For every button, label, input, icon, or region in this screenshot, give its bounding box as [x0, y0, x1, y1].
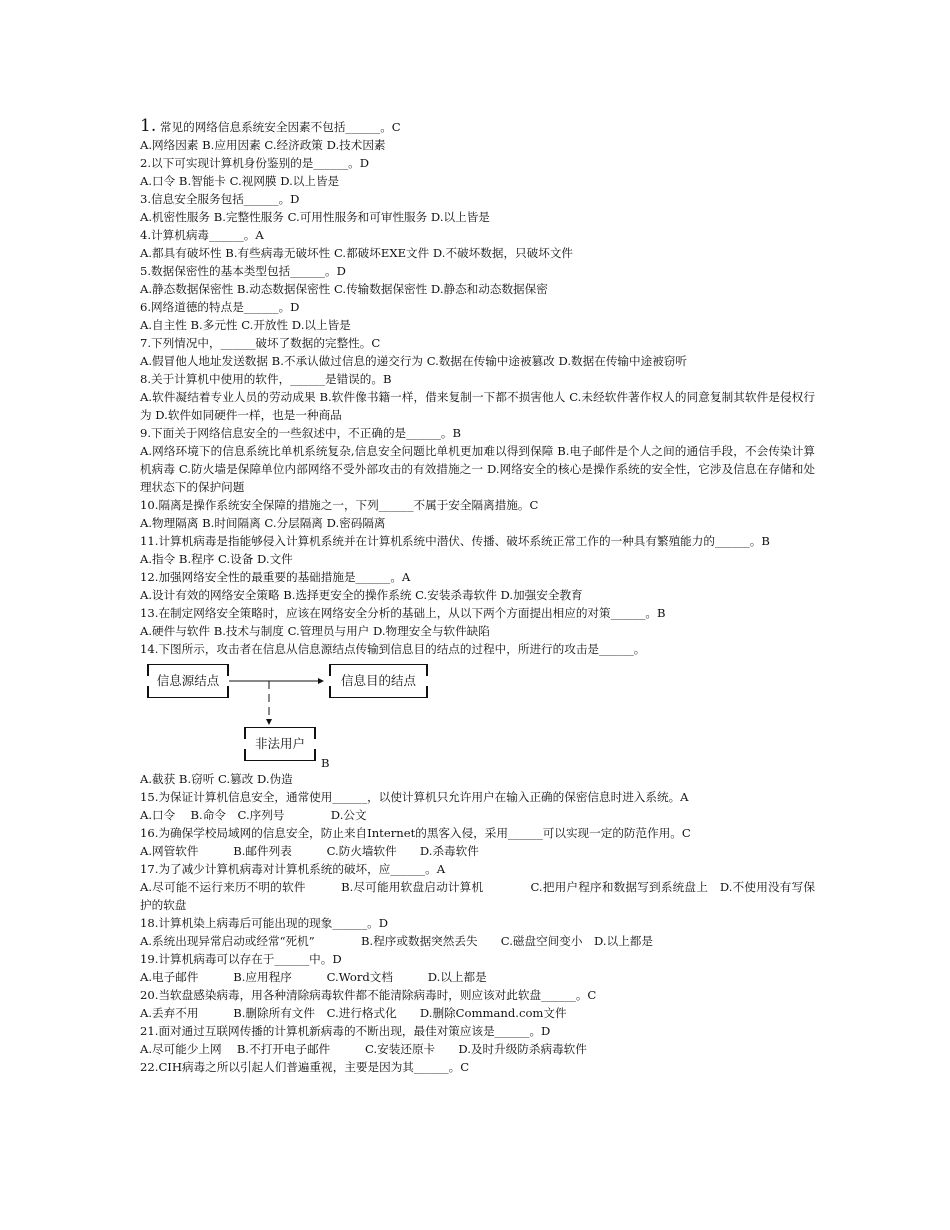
question-1: 1. 常见的网络信息系统安全因素不包括______。C — [140, 116, 401, 136]
options-1: A.网络因素 B.应用因素 C.经济政策 D.技术因素 — [140, 138, 386, 152]
options-10: A.物理隔离 B.时间隔离 C.分层隔离 D.密码隔离 — [140, 516, 386, 530]
dest-node-label: 信息目的结点 — [340, 673, 416, 688]
question-19: 19.计算机病毒可以存在于______中。D — [140, 952, 342, 966]
options-19: A.电子邮件 B.应用程序 C.Word文档 D.以上都是 — [140, 970, 487, 984]
options-7: A.假冒他人地址发送数据 B.不承认做过信息的递交行为 C.数据在传输中途被篡改 D.数据在传输中途被窃听 — [140, 354, 687, 368]
question-14: 14.下图所示，攻击者在信息从信息源结点传输到信息目的结点的过程中，所进行的攻击是______。 — [140, 642, 646, 656]
options-14: A.截获 B.窃听 C.篡改 D.伪造 — [140, 772, 293, 786]
options-13: A.硬件与软件 B.技术与制度 C.管理员与用户 D.物理安全与软件缺陷 — [140, 624, 490, 638]
illegal-user-label: 非法用户 — [254, 736, 305, 751]
options-18: A.系统出现异常启动或经常“死机” B.程序或数据突然丢失 C.磁盘空间变小 D.以上都是 — [140, 934, 653, 948]
options-2: A.口令 B.智能卡 C.视网膜 D.以上皆是 — [140, 174, 340, 188]
document-body — [140, 117, 815, 1076]
question-8: 8.关于计算机中使用的软件，______是错误的。B — [140, 372, 392, 386]
question-22: 22.CIH病毒之所以引起人们普遍重视，主要是因为其______。C — [140, 1060, 470, 1074]
options-21: A.尽可能少上网 B.不打开电子邮件 C.安装还原卡 D.及时升级防杀病毒软件 — [140, 1042, 587, 1056]
question-21: 21.面对通过互联网传播的计算机新病毒的不断出现，最佳对策应该是______。D — [140, 1024, 551, 1038]
options-8: A.软件凝结着专业人员的劳动成果 B.软件像书籍一样，借来复制一下都不损害他人 C.未经软件著作权人的同意复制其软件是侵权行为 D.软件如同硬件一样，也是一种商品 — [140, 390, 815, 422]
question-7: 7.下列情况中，______破坏了数据的完整性。C — [140, 336, 381, 350]
options-11: A.指令 B.程序 C.设备 D.文件 — [140, 552, 293, 566]
question-20: 20.当软盘感染病毒，用各种清除病毒软件都不能清除病毒时，则应该对此软盘______。C — [140, 988, 597, 1002]
illegal-user-box — [244, 727, 316, 761]
question-4: 4.计算机病毒______。A — [140, 228, 264, 242]
options-3: A.机密性服务 B.完整性服务 C.可用性服务和可审性服务 D.以上皆是 — [140, 210, 490, 224]
diagram-arrows — [140, 658, 815, 770]
question-2: 2.以下可实现计算机身份鉴别的是______。D — [140, 156, 370, 170]
options-5: A.静态数据保密性 B.动态数据保密性 C.传输数据保密性 D.静态和动态数据保密 — [140, 282, 548, 296]
options-17: A.尽可能不运行来历不明的软件 B.尽可能用软盘启动计算机 C.把用户程序和数据写到系统盘上 D.不使用没有写保护的软盘 — [140, 880, 815, 912]
options-6: A.自主性 B.多元性 C.开放性 D.以上皆是 — [140, 318, 351, 332]
options-15: A.口令 B.命令 C.序列号 D.公文 — [140, 808, 367, 822]
question-10: 10.隔离是操作系统安全保障的措施之一，下列______不属于安全隔离措施。C — [140, 498, 539, 512]
question-17: 17.为了减少计算机病毒对计算机系统的破坏，应______。A — [140, 862, 446, 876]
question-13: 13.在制定网络安全策略时，应该在网络安全分析的基础上，从以下两个方面提出相应的对策______。B — [140, 606, 666, 620]
attack-diagram — [140, 658, 815, 770]
options-12: A.设计有效的网络安全策略 B.选择更安全的操作系统 C.安装杀毒软件 D.加强安全教育 — [140, 588, 583, 602]
options-16: A.网管软件 B.邮件列表 C.防火墙软件 D.杀毒软件 — [140, 844, 479, 858]
question-9: 9.下面关于网络信息安全的一些叙述中，不正确的是______。B — [140, 426, 462, 440]
source-node-box — [147, 664, 229, 698]
options-20: A.丢弃不用 B.删除所有文件 C.进行格式化 D.删除Command.com文件 — [140, 1006, 567, 1020]
question-14-answer: B — [321, 756, 330, 770]
question-3: 3.信息安全服务包括______。D — [140, 192, 300, 206]
question-1-number: 1. — [140, 116, 157, 136]
question-5: 5.数据保密性的基本类型包括______。D — [140, 264, 346, 278]
question-12: 12.加强网络安全性的最重要的基础措施是______。A — [140, 570, 411, 584]
question-18: 18.计算机染上病毒后可能出现的现象______。D — [140, 916, 389, 930]
question-6: 6.网络道德的特点是______。D — [140, 300, 300, 314]
options-4: A.都具有破坏性 B.有些病毒无破坏性 C.都破坏EXE文件 D.不破坏数据，只破坏文件 — [140, 246, 574, 260]
options-9: A.网络环境下的信息系统比单机系统复杂,信息安全问题比单机更加难以得到保障 B.电子邮件是个人之间的通信手段，不会传染计算机病毒 C.防火墙是保障单位内部网络不受外部攻击的有效措施之一 D.网络安全的核心是操作系统的安全性，它涉及信息在存储和处理状态下的保护问题 — [140, 444, 815, 494]
source-node-label: 信息源结点 — [156, 673, 220, 688]
question-15: 15.为保证计算机信息安全，通常使用______，以使计算机只允许用户在输入正确的保密信息时进入系统。A — [140, 790, 689, 804]
question-16: 16.为确保学校局域网的信息安全，防止来自Internet的黑客入侵，采用______可以实现一定的防范作用。C — [140, 826, 691, 840]
question-11: 11.计算机病毒是指能够侵入计算机系统并在计算机系统中潜伏、传播、破坏系统正常工作的一种具有繁殖能力的______。B — [140, 534, 770, 548]
dest-node-box — [329, 664, 428, 698]
